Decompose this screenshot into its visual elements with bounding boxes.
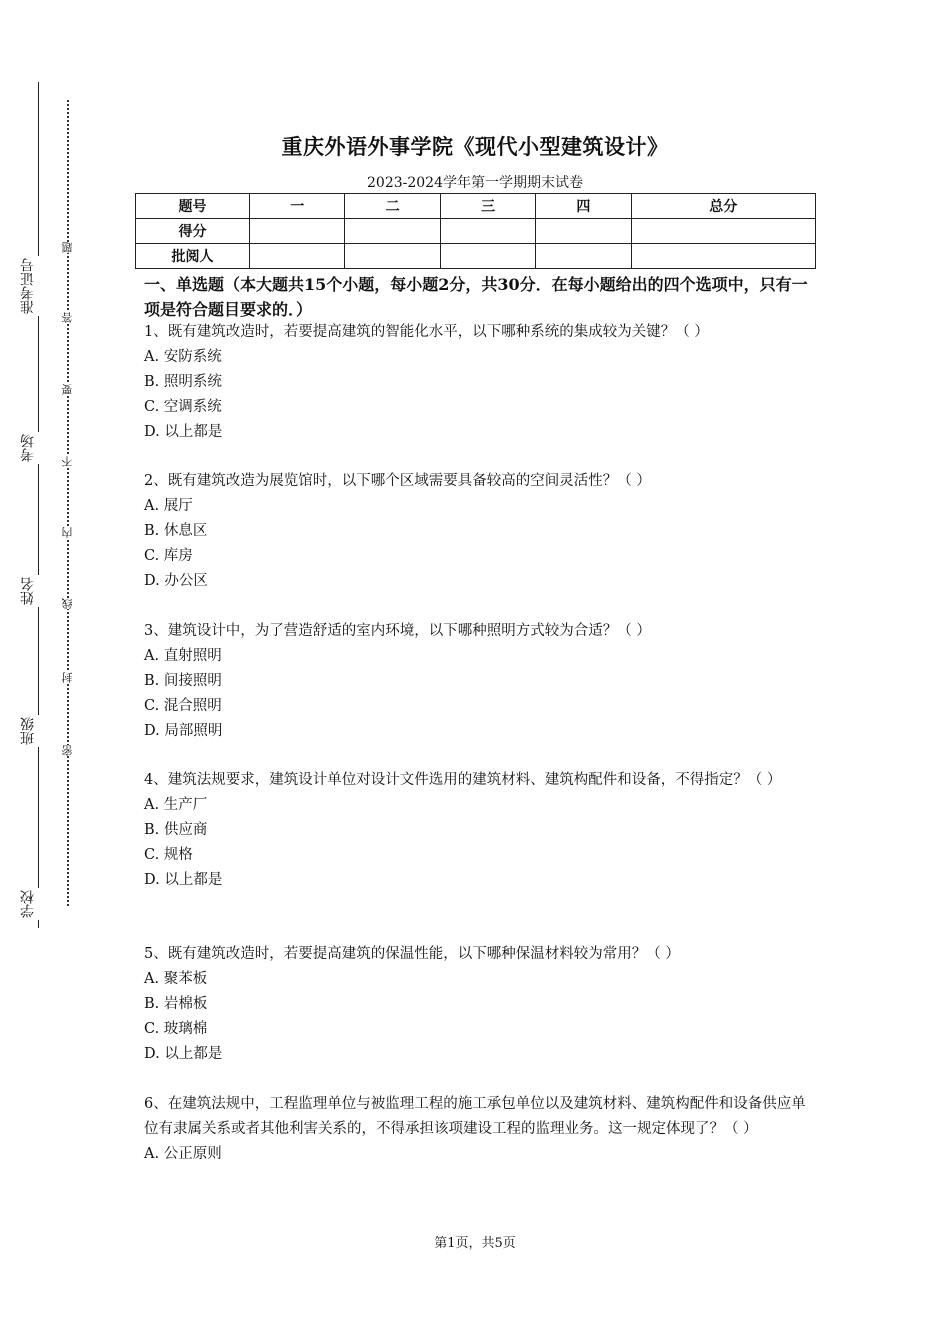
table-cell: 二 bbox=[345, 194, 440, 219]
option-b: B. 间接照明 bbox=[144, 673, 222, 689]
option-d: D. 以上都是 bbox=[144, 424, 223, 440]
seal-char: 题 bbox=[58, 242, 78, 253]
option-c: C. 玻璃棉 bbox=[144, 1021, 208, 1037]
grader-cell bbox=[250, 244, 345, 269]
option-c: C. 规格 bbox=[144, 847, 193, 863]
question-2 bbox=[144, 469, 810, 594]
option-b: B. 供应商 bbox=[144, 822, 208, 838]
page-title: 重庆外语外事学院《现代小型建筑设计》 bbox=[281, 135, 669, 159]
question-4 bbox=[144, 768, 810, 893]
option-a: A. 公正原则 bbox=[144, 1146, 222, 1162]
question-5 bbox=[144, 942, 810, 1067]
option-a: A. 展厅 bbox=[144, 498, 193, 514]
seal-char: 不 bbox=[58, 456, 78, 467]
score-table bbox=[135, 193, 816, 269]
page-number: 第1页，共5页 bbox=[434, 1236, 516, 1251]
option-d: D. 办公区 bbox=[144, 573, 208, 589]
seal-dotted-line bbox=[67, 100, 69, 906]
option-d: D. 以上都是 bbox=[144, 872, 223, 888]
question-text: 1、既有建筑改造时，若要提高建筑的智能化水平，以下哪种系统的集成较为关键？（ ） bbox=[144, 324, 709, 340]
table-cell: 一 bbox=[250, 194, 345, 219]
score-input-cell bbox=[250, 219, 345, 244]
table-row bbox=[136, 194, 816, 219]
question-text: 6、在建筑法规中，工程监理单位与被监理工程的施工承包单位以及建筑材料、建筑构配件和设备供应单位有隶属关系或者其他利害关系的，不得承担该项建设工程的监理业务。这一规定体现了？（ ） bbox=[144, 1096, 806, 1137]
score-input-cell bbox=[440, 219, 535, 244]
grader-cell bbox=[536, 244, 631, 269]
seal-char: 线 bbox=[58, 598, 78, 609]
option-c: C. 库房 bbox=[144, 548, 193, 564]
label-school: 学校 bbox=[20, 888, 44, 920]
score-input-cell bbox=[536, 219, 631, 244]
question-text: 5、既有建筑改造时，若要提高建筑的保温性能，以下哪种保温材料较为常用？（ ） bbox=[144, 946, 680, 962]
table-cell: 得分 bbox=[136, 219, 250, 244]
option-a: A. 生产厂 bbox=[144, 797, 208, 813]
seal-char: 答 bbox=[58, 312, 78, 323]
question-text: 3、建筑设计中，为了营造舒适的室内环境，以下哪种照明方式较为合适？（ ） bbox=[144, 623, 651, 639]
grader-cell bbox=[631, 244, 815, 269]
table-cell: 批阅人 bbox=[136, 244, 250, 269]
option-a: A. 聚苯板 bbox=[144, 971, 208, 987]
table-cell: 题号 bbox=[136, 194, 250, 219]
grader-cell bbox=[345, 244, 440, 269]
label-name: 姓名 bbox=[20, 575, 44, 607]
grader-cell bbox=[440, 244, 535, 269]
seal-char: 密 bbox=[58, 745, 78, 756]
table-cell: 四 bbox=[536, 194, 631, 219]
option-a: A. 直射照明 bbox=[144, 648, 222, 664]
table-row bbox=[136, 219, 816, 244]
label-class: 班级 bbox=[20, 715, 44, 747]
question-3 bbox=[144, 619, 810, 744]
question-text: 2、既有建筑改造为展览馆时，以下哪个区域需要具备较高的空间灵活性？（ ） bbox=[144, 473, 651, 489]
question-1 bbox=[144, 320, 810, 445]
option-b: B. 照明系统 bbox=[144, 374, 222, 390]
table-row bbox=[136, 244, 816, 269]
option-b: B. 休息区 bbox=[144, 523, 208, 539]
label-exam-room: 考场 bbox=[20, 432, 44, 464]
seal-char: 封 bbox=[58, 672, 78, 683]
page-subtitle: 2023-2024学年第一学期期末试卷 bbox=[367, 175, 583, 191]
label-exam-id: 准考证号 bbox=[20, 256, 44, 316]
option-a: A. 安防系统 bbox=[144, 349, 222, 365]
question-text: 4、建筑法规要求，建筑设计单位对设计文件选用的建筑材料、建筑构配件和设备，不得指定？（ ） bbox=[144, 772, 782, 788]
table-cell: 三 bbox=[440, 194, 535, 219]
option-d: D. 局部照明 bbox=[144, 723, 223, 739]
seal-char: 内 bbox=[58, 527, 78, 538]
section-heading: 一、单选题（本大题共15个小题，每小题2分，共30分．在每小题给出的四个选项中，只有一项是符合题目要求的．） bbox=[144, 275, 808, 319]
table-cell: 总分 bbox=[631, 194, 815, 219]
question-6 bbox=[144, 1092, 810, 1167]
binding-line bbox=[38, 82, 39, 928]
option-c: C. 混合照明 bbox=[144, 698, 222, 714]
option-b: B. 岩棉板 bbox=[144, 996, 208, 1012]
score-input-cell bbox=[631, 219, 815, 244]
score-input-cell bbox=[345, 219, 440, 244]
option-d: D. 以上都是 bbox=[144, 1046, 223, 1062]
seal-char: 要 bbox=[58, 384, 78, 395]
option-c: C. 空调系统 bbox=[144, 399, 222, 415]
